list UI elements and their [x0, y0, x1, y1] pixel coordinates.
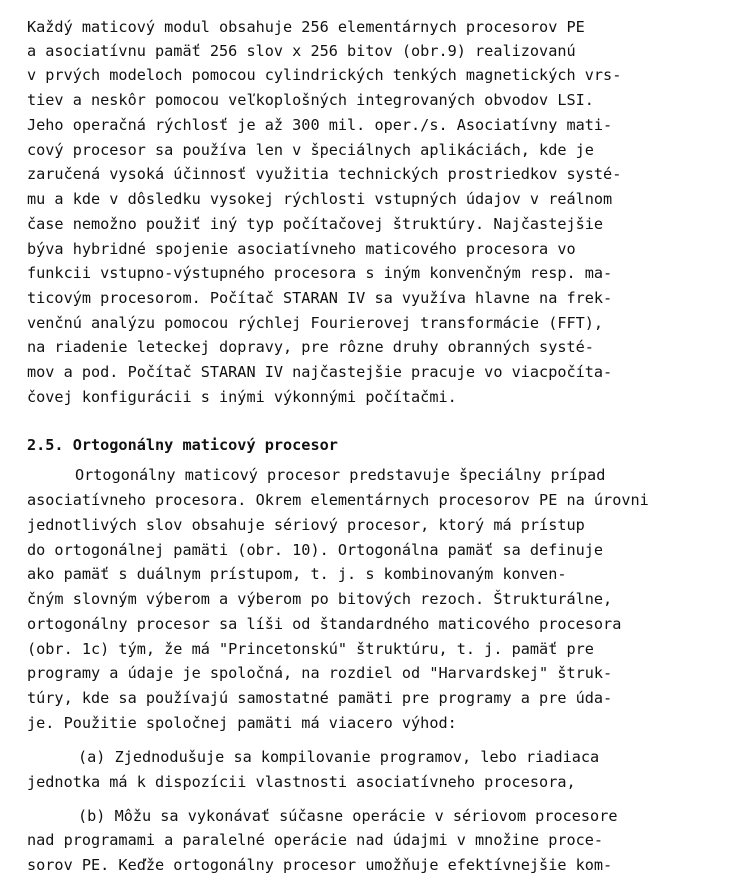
text-line: je. Použitie spoločnej pamäti má viacero výhod: — [27, 714, 457, 732]
text-line: čase nemožno použiť iný typ počítačovej štruktúry. Najčastejšie — [27, 215, 604, 233]
text-line: čným slovným výberom a výberom po bitových rezoch. Štrukturálne, — [27, 590, 613, 608]
text-line: asociatívneho procesora. Okrem elementárnych procesorov PE na úrovni — [27, 491, 649, 509]
text-line: programy a údaje je spoločná, na rozdiel od "Harvardskej" štruk- — [27, 664, 613, 682]
text-line: býva hybridné spojenie asociatívneho maticového procesora vo — [27, 240, 576, 258]
text-line: ortogonálny procesor sa líši od štandardného maticového procesora — [27, 615, 622, 633]
text-line: mov a pod. Počítač STARAN IV najčastejšie pracuje vo viacpočíta- — [27, 363, 613, 381]
text-line: jednotka má k dispozícii vlastnosti asociatívneho procesora, — [27, 773, 576, 791]
text-line: Ortogonálny maticový procesor predstavuje špeciálny prípad — [75, 466, 606, 484]
text-line: Jeho operačná rýchlosť je až 300 mil. oper./s. Asociatívny mati- — [27, 116, 613, 134]
text-line: sorov PE. Keďže ortogonálny procesor umožňuje efektívnejšie kom- — [27, 856, 613, 874]
text-line: zaručená vysoká účinnosť využitia technických prostriedkov systé- — [27, 165, 622, 183]
text-line: ticovým procesorom. Počítač STARAN IV sa využíva hlavne na frek- — [27, 289, 613, 307]
text-line: v prvých modeloch pomocou cylindrických tenkých magnetických vrs- — [27, 66, 622, 84]
text-line: čovej konfigurácii s inými výkonnými počítačmi. — [27, 388, 457, 406]
list-item-b: (b) Môžu sa vykonávať súčasne operácie v sériovom procesore — [78, 807, 618, 825]
text-line: a asociatívnu pamäť 256 slov x 256 bitov (obr.9) realizovanú — [27, 42, 576, 60]
text-line: jednotlivých slov obsahuje sériový procesor, ktorý má prístup — [27, 516, 585, 534]
text-line: na riadenie leteckej dopravy, pre rôzne druhy obranných systé- — [27, 338, 594, 356]
text-line: cový procesor sa používa len v špeciálnych aplikáciách, kde je — [27, 141, 594, 159]
text-line: tiev a neskôr pomocou veľkoplošných integrovaných obvodov LSI. — [27, 91, 594, 109]
list-item-a: (a) Zjednodušuje sa kompilovanie programov, lebo riadiaca — [78, 748, 600, 766]
text-line: (obr. 1c) tým, že má "Princetonskú" štruktúru, t. j. pamäť pre — [27, 640, 594, 658]
text-line: do ortogonálnej pamäti (obr. 10). Ortogonálna pamäť sa definuje — [27, 541, 604, 559]
text-line: venčnú analýzu pomocou rýchlej Fourierovej transformácie (FFT), — [27, 314, 604, 332]
text-line: túry, kde sa používajú samostatné pamäti pre programy a pre úda- — [27, 689, 613, 707]
text-line: ako pamäť s duálnym prístupom, t. j. s kombinovaným konven- — [27, 565, 567, 583]
text-line: funkcii vstupno-výstupného procesora s iným konvenčným resp. ma- — [27, 264, 613, 282]
text-line: mu a kde v dôsledku vysokej rýchlosti vstupných údajov v reálnom — [27, 190, 613, 208]
text-line: Každý maticový modul obsahuje 256 elementárnych procesorov PE — [27, 18, 585, 36]
text-line: nad programami a paralelné operácie nad údajmi v množine proce- — [27, 831, 604, 849]
section-heading: 2.5. Ortogonálny maticový procesor — [27, 436, 338, 454]
